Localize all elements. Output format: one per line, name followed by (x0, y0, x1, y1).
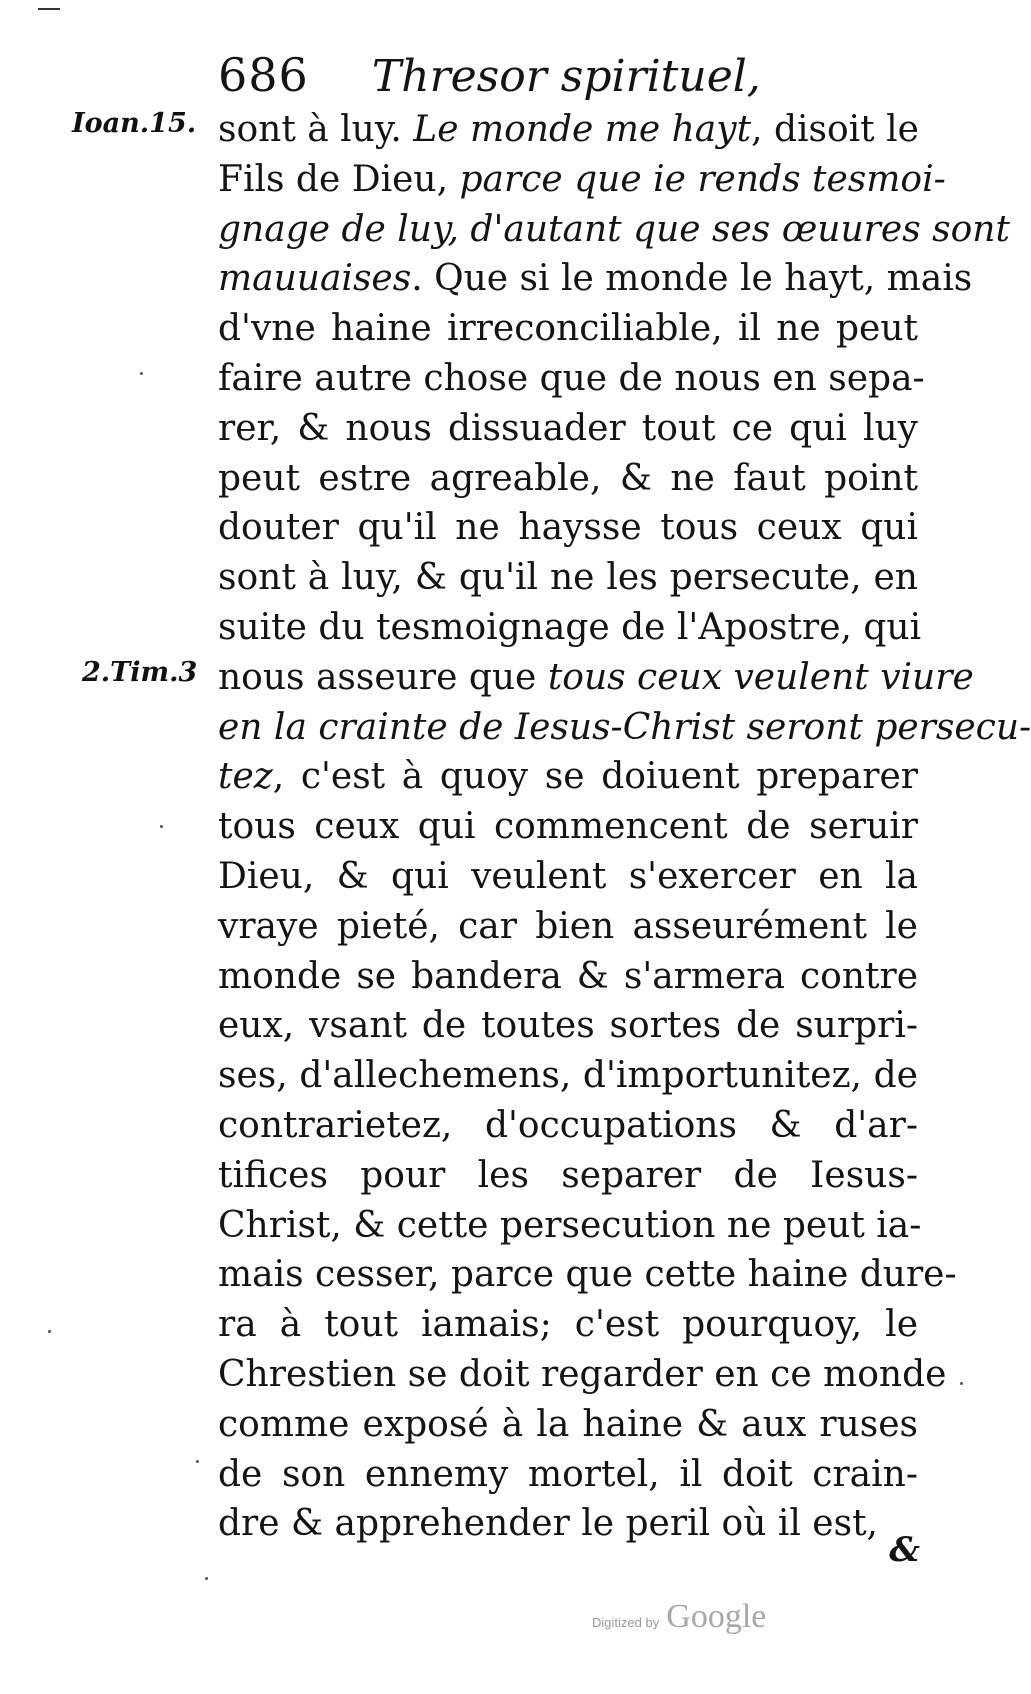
text-line (218, 952, 918, 1002)
text-segment: Fils de Dieu, (218, 158, 460, 200)
text-segment: d'vne haine irreconciliable, il ne peut (218, 308, 918, 350)
text-line (218, 1300, 918, 1350)
text-segment: suite du tesmoignage de l'Apostre, qui (218, 606, 922, 648)
text-line (218, 1001, 918, 1051)
text-segment: de son ennemy mortel, il doit crain- (218, 1453, 918, 1495)
text-line (218, 1350, 947, 1400)
text-segment: , c'est à quoy se doiuent preparer (272, 756, 918, 798)
scan-speck (960, 1382, 963, 1385)
text-segment: sont à luy, & qu'il ne les persecute, en (218, 557, 918, 599)
text-line (218, 354, 925, 404)
margin-note-ioan: Ioan.15. (72, 108, 197, 139)
text-line (218, 603, 922, 653)
text-segment: ses, d'allechemens, d'importunitez, de (218, 1055, 918, 1097)
text-segment: comme exposé à la haine & aux ruses (218, 1403, 918, 1445)
text-line (218, 752, 918, 802)
text-line (218, 1201, 922, 1251)
text-segment: nous asseure que (218, 656, 548, 698)
italic-segment: Le monde me hayt (413, 109, 752, 150)
text-line (218, 653, 974, 703)
page-header (218, 48, 761, 102)
running-title: Thresor spirituel, (371, 51, 761, 102)
text-segment: peut estre agreable, & ne faut point (218, 457, 918, 499)
corner-mark (38, 8, 60, 10)
italic-segment: tez (218, 756, 273, 798)
text-line (218, 1101, 918, 1151)
text-line (218, 802, 918, 852)
text-line (218, 105, 918, 155)
text-line (218, 254, 973, 304)
text-line (218, 304, 918, 354)
digitized-footer (592, 1598, 766, 1636)
text-line (218, 155, 946, 205)
text-line (218, 205, 1010, 255)
scan-speck (196, 1460, 199, 1463)
text-segment: ra à tout iamais; c'est pourquoy, le (218, 1304, 918, 1346)
text-line (218, 1400, 918, 1450)
text-line (218, 503, 918, 553)
text-segment: , disoit le (751, 109, 919, 150)
digitized-by-label: Digitized by (592, 1615, 660, 1630)
scan-speck (205, 1577, 208, 1580)
text-line (218, 553, 918, 603)
text-segment: sont à luy. (218, 109, 414, 150)
italic-segment: mauuaises (218, 258, 412, 300)
scan-speck (48, 1330, 51, 1333)
text-line (218, 852, 918, 902)
text-line (218, 902, 918, 952)
body-text (218, 105, 1031, 1549)
text-segment: monde se bandera & s'armera contre (218, 955, 918, 997)
text-segment: dre & apprehender le peril où il est, (218, 1503, 878, 1545)
page-number: 686 (218, 48, 309, 102)
italic-segment: en la crainte de Iesus-Christ seront persecu- (218, 706, 1031, 748)
text-segment: eux, vsant de toutes sortes de surpri- (218, 1005, 918, 1047)
text-segment: rer, & nous dissuader tout ce qui luy (218, 407, 918, 449)
text-segment: Dieu, & qui veulent s'exercer en la (218, 855, 918, 897)
italic-segment: tous ceux veulent viure (547, 656, 974, 698)
scan-speck (160, 825, 163, 828)
italic-segment: parce que ie rends tesmoi- (459, 158, 946, 200)
text-segment: tifices pour les separer de Iesus- (218, 1154, 918, 1196)
margin-note-tim: 2.Tim.3 (82, 657, 198, 688)
text-segment: contrarietez, d'occupations & d'ar- (218, 1104, 918, 1146)
text-segment: Christ, & cette persecution ne peut ia- (218, 1204, 922, 1246)
text-segment: Chrestien se doit regarder en ce monde (218, 1353, 947, 1395)
text-segment: faire autre chose que de nous en sepa- (218, 357, 925, 399)
scan-speck (140, 372, 143, 375)
text-line (218, 703, 1031, 753)
text-line (218, 1450, 918, 1500)
text-line (218, 1499, 918, 1549)
text-line (218, 454, 918, 504)
text-segment: douter qu'il ne haysse tous ceux qui (218, 507, 918, 549)
catchword: & (889, 1530, 920, 1570)
text-segment: vraye pieté, car bien asseurément le (218, 905, 918, 947)
text-line (218, 404, 918, 454)
text-segment: . Que si le monde le hayt, mais (411, 258, 973, 300)
text-segment: tous ceux qui commencent de seruir (218, 806, 918, 848)
italic-segment: gnage de luy, d'autant que ses œuures sont (218, 208, 1010, 250)
text-segment: mais cesser, parce que cette haine dure- (218, 1254, 957, 1296)
google-logo: Google (666, 1598, 767, 1635)
text-line (218, 1051, 918, 1101)
text-line (218, 1250, 957, 1300)
text-line (218, 1151, 918, 1201)
